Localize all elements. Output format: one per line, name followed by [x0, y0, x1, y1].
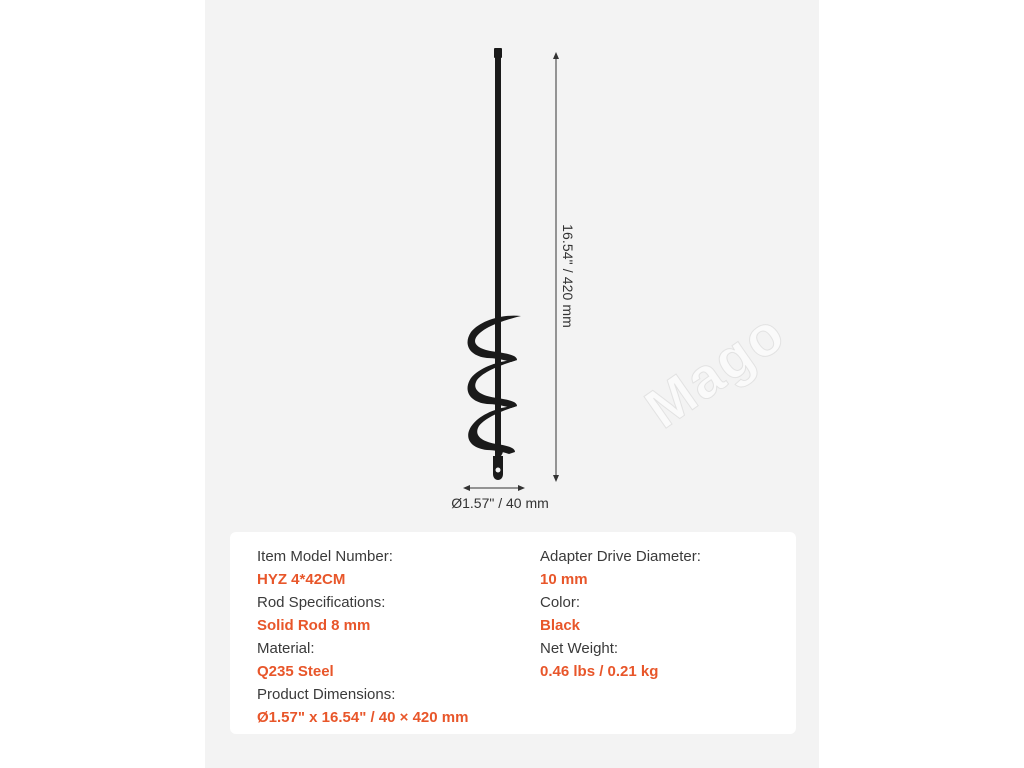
height-arrow-bottom [553, 475, 559, 482]
adapter-drive-diameter-value: 10 mm [540, 571, 588, 588]
product-figure [205, 0, 819, 525]
tip-hole [496, 468, 501, 473]
watermark: Mago [633, 299, 797, 441]
diameter-dimension-label: Ø1.57" / 40 mm [451, 495, 549, 511]
rod-specifications-value: Solid Rod 8 mm [257, 617, 371, 634]
material-value: Q235 Steel [257, 663, 334, 680]
specifications-card [230, 532, 796, 734]
auger-drill-bit-illustration [205, 0, 819, 525]
spec-column-right [540, 545, 701, 683]
auger-spiral-flighting [468, 316, 521, 458]
product-dimensions-value: Ø1.57" x 16.54" / 40 × 420 mm [257, 709, 469, 726]
adapter-drive-diameter-label: Adapter Drive Diameter: [540, 548, 701, 565]
color-label: Color: [540, 594, 581, 611]
height-arrow-top [553, 52, 559, 59]
rod-specifications-label: Rod Specifications: [257, 594, 386, 611]
item-model-number-value: HYZ 4*42CM [257, 571, 346, 588]
net-weight-value: 0.46 lbs / 0.21 kg [540, 663, 659, 680]
diameter-arrow-right [518, 485, 525, 491]
product-dimensions-label: Product Dimensions: [257, 686, 396, 703]
height-dimension-label: 16.54" / 420 mm [560, 224, 576, 328]
material-label: Material: [257, 640, 315, 657]
diameter-arrow-left [463, 485, 470, 491]
item-model-number-label: Item Model Number: [257, 548, 393, 565]
hex-drive-end [494, 48, 502, 58]
spec-column-left [257, 545, 468, 729]
net-weight-label: Net Weight: [540, 640, 619, 657]
color-value: Black [540, 617, 581, 634]
